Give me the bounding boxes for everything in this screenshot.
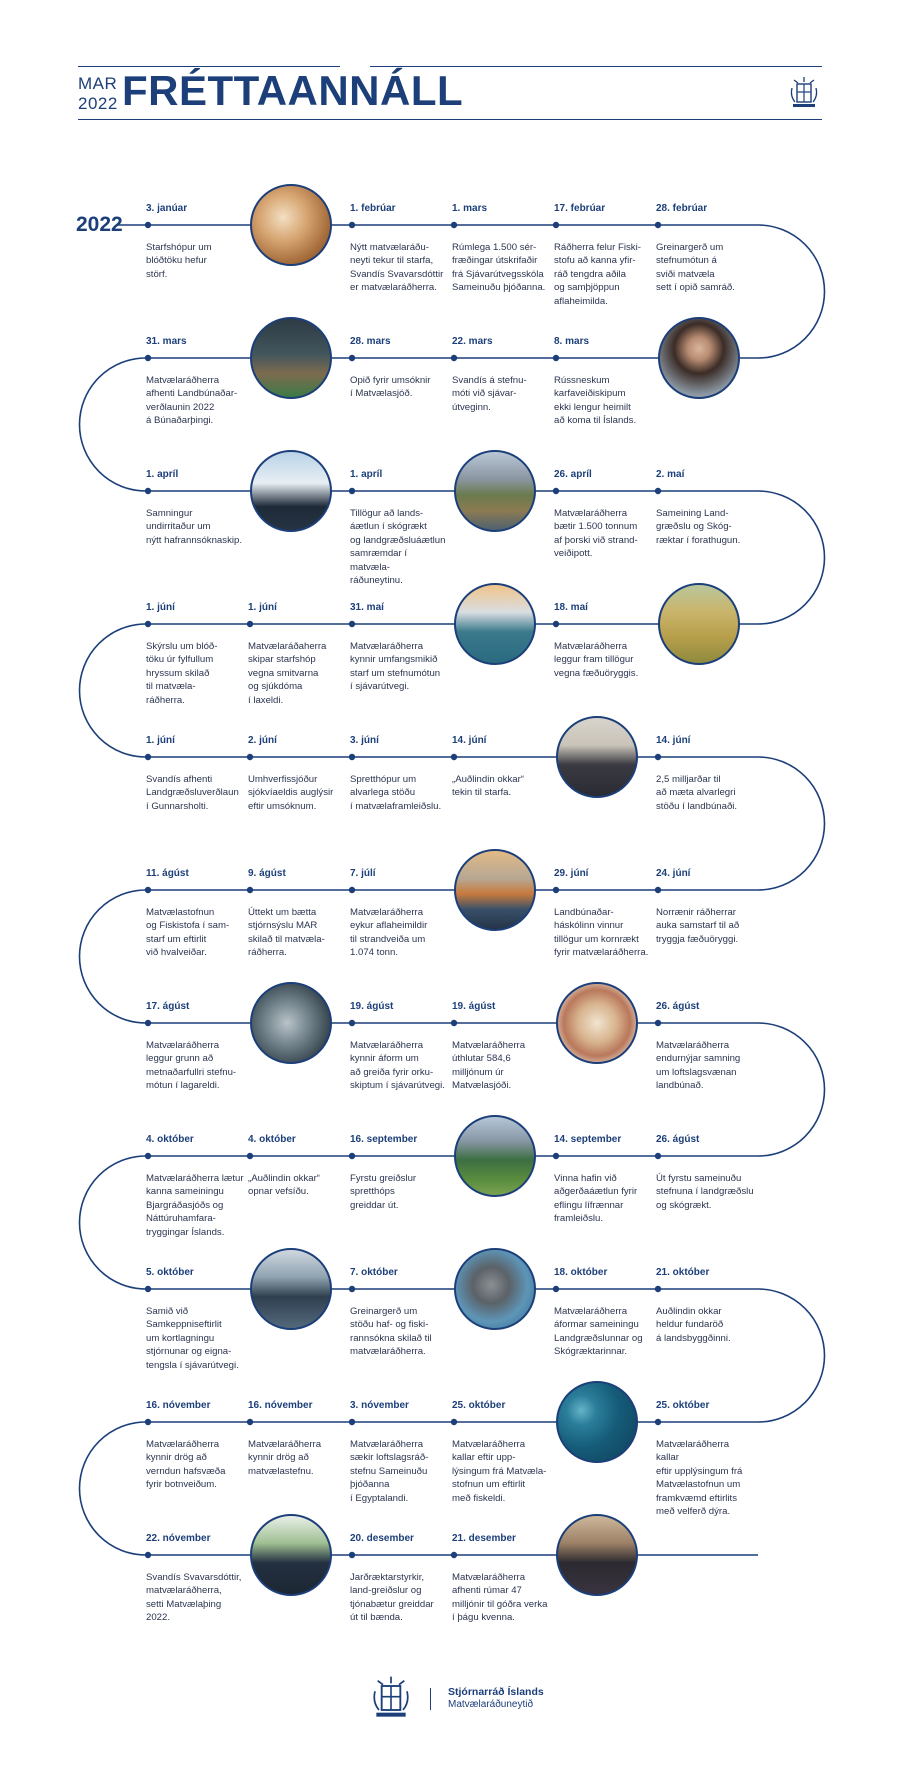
event-date: 22. nóvember: [146, 1533, 211, 1544]
event-text: Samið við Samkeppniseftirlit um kortlagningu stjórnunar og eigna- tengsla í sjávarútvegi.: [146, 1306, 239, 1371]
event-text: Matvælaráðherra kynnir drög að matvælastefnu.: [248, 1439, 322, 1477]
event-date: 2. maí: [656, 469, 685, 480]
photo-women-group: [556, 1514, 638, 1596]
event-text: Rússneskum karfaveiðiskipum ekki lengur heimilt að koma til Íslands.: [554, 375, 637, 427]
event-date: 14. júní: [656, 735, 691, 746]
event-text: Landbúnaðar- háskólinn vinnur tillögur um kornrækt fyrir matvælaráðherra.: [554, 907, 649, 959]
event-text: Matvælaráðherra áformar sameiningu Landgræðslunnar og Skógræktarinnar.: [554, 1306, 643, 1358]
event-text: Vinna hafin við aðgerðaáætlun fyrir eflingu lífrænnar framleiðslu.: [554, 1173, 638, 1225]
event-dot: [553, 355, 559, 361]
photo-speaker-stage: [250, 1514, 332, 1596]
event-date: 5. október: [146, 1267, 194, 1278]
event-text: Svandís á stefnu- móti við sjávar- útveginn.: [452, 375, 527, 413]
event-date: 26. apríl: [554, 469, 592, 480]
event-dot: [451, 222, 457, 228]
event-text: Matvælaráðherra eykur aflaheimildir til strandveiða um 1.074 tonn.: [350, 907, 428, 959]
event-date: 31. mars: [146, 336, 187, 347]
event-dot: [349, 222, 355, 228]
event-text: Sameining Land- græðslu og Skóg- ræktar í forathugun.: [656, 508, 741, 546]
event-date: 1. júní: [248, 602, 277, 613]
timeline-year: 2022: [76, 213, 123, 236]
event-date: 26. ágúst: [656, 1001, 700, 1012]
photo-award-group: [250, 317, 332, 399]
event-date: 3. janúar: [146, 203, 188, 214]
photo-ship-signing: [250, 450, 332, 532]
event-date: 1. febrúar: [350, 203, 396, 214]
event-date: 3. nóvember: [350, 1400, 409, 1411]
photo-green-valley: [454, 1115, 536, 1197]
event-dot: [349, 1020, 355, 1026]
footer-coat-of-arms-icon: [371, 1675, 411, 1721]
event-text: Matvælaráðherra endurnýjar samning um loftslagsvænan landbúnað.: [656, 1040, 741, 1092]
event-dot: [145, 355, 151, 361]
header-month: MAR: [78, 74, 118, 93]
event-text: Jarðræktarstyrkir, land-greiðslur og tjónabætur greiddar út til bænda.: [350, 1572, 434, 1624]
event-date: 14. september: [554, 1134, 622, 1145]
event-text: 2,5 milljarðar til að mæta alvarlegri stöðu í landbúnaði.: [656, 774, 738, 812]
event-text: Matvælaráðherra kynnir umfangsmikið starf um stefnumótun í sjávarútvegi.: [350, 641, 441, 693]
event-date: 9. ágúst: [248, 868, 286, 879]
event-date: 11. ágúst: [146, 868, 189, 879]
event-date: 25. október: [656, 1400, 710, 1411]
event-dot: [145, 488, 151, 494]
event-text: Svandís afhenti Landgræðsluverðlaun í Gunnarsholti.: [146, 774, 239, 812]
event-dot: [349, 621, 355, 627]
event-text: Matvælaráðherra bætir 1.500 tonnum af þorski við strand- veiðipott.: [554, 508, 638, 560]
event-date: 17. febrúar: [554, 203, 606, 214]
event-dot: [247, 754, 253, 760]
event-date: 7. júlí: [350, 868, 376, 879]
event-date: 26. ágúst: [656, 1134, 700, 1145]
event-text: Tillögur að lands- áætlun í skógrækt og landgræðsluáætlun samræmdar í matvæla- ráðuneytinu.: [350, 508, 446, 587]
event-date: 1. júní: [146, 602, 175, 613]
event-date: 19. ágúst: [452, 1001, 496, 1012]
event-text: Greinargerð um stefnumótun á sviði matvæla sett í opið samráð.: [656, 242, 735, 294]
event-dot: [349, 1552, 355, 1558]
event-date: 1. apríl: [350, 469, 383, 480]
event-dot: [145, 1552, 151, 1558]
event-text: Umhverfissjóður sjókvíaeldis auglýsir eftir umsóknum.: [248, 774, 334, 812]
event-dot: [349, 488, 355, 494]
event-dot: [655, 1286, 661, 1292]
photo-petri-dishes: [556, 1381, 638, 1463]
photo-horse-mane: [250, 184, 332, 266]
header-year: 2022: [78, 94, 118, 113]
event-text: Skýrslu um blóð- töku úr fylfullum hryssum skilað til matvæla- ráðherra.: [146, 641, 218, 706]
event-dot: [247, 621, 253, 627]
event-dot: [145, 1020, 151, 1026]
event-text: Norrænir ráðherrar auka samstarf til að tryggja fæðuöryggi.: [656, 907, 740, 945]
event-date: 16. nóvember: [146, 1400, 211, 1411]
event-dot: [145, 222, 151, 228]
event-dot: [349, 754, 355, 760]
event-dot: [349, 1419, 355, 1425]
photo-wetland: [454, 450, 536, 532]
event-text: Starfshópur um blóðtöku hefur störf.: [146, 242, 212, 280]
event-dot: [553, 621, 559, 627]
footer-divider: [430, 1688, 431, 1710]
event-date: 18. maí: [554, 602, 588, 613]
event-date: 3. júní: [350, 735, 379, 746]
event-dot: [553, 488, 559, 494]
event-text: Samningur undirritaður um nýtt hafrannsóknaskip.: [146, 508, 242, 546]
event-date: 31. maí: [350, 602, 384, 613]
event-dot: [349, 1286, 355, 1292]
event-text: Matvælaráðherra lætur kanna sameiningu Bjargráðasjóðs og Náttúruhamfara- tryggingar Íslands.: [146, 1173, 244, 1238]
event-date: 28. mars: [350, 336, 391, 347]
event-text: Matvælaráðherra úthlutar 584,6 milljónum úr Matvælasjóði.: [452, 1040, 526, 1092]
event-dot: [553, 887, 559, 893]
event-text: Matvælaráðherra afhenti Landbúnaðar- verðlaunin 2022 á Búnaðarþingi.: [146, 375, 238, 427]
event-date: 8. mars: [554, 336, 590, 347]
photo-fish-underwater: [250, 982, 332, 1064]
event-text: Matvælastofnun og Fiskistofa í sam- starf um eftirlit við hvalveiðar.: [146, 907, 230, 959]
event-date: 20. desember: [350, 1533, 414, 1544]
event-text: „Auðlindin okkar“ tekin til starfa.: [452, 774, 524, 799]
event-dot: [349, 355, 355, 361]
event-dot: [655, 1419, 661, 1425]
event-date: 1. mars: [452, 203, 488, 214]
event-date: 16. nóvember: [248, 1400, 313, 1411]
event-dot: [247, 1153, 253, 1159]
photo-harbour-boats: [454, 849, 536, 931]
photo-island-sea: [454, 583, 536, 665]
event-text: Út fyrstu sameinuðu stefnuna í landgræðslu og skógrækt.: [656, 1173, 754, 1211]
event-text: Matvælaráðherra kallar eftir upplýsingum frá Matvælastofnun um framkvæmd eftirlits með velferð dýra.: [656, 1439, 743, 1518]
event-text: Matvælaráðherra kynnir áform um að greiða fyrir orku- skiptum í sjávarútvegi.: [350, 1040, 445, 1092]
event-dot: [145, 621, 151, 627]
event-date: 21. október: [656, 1267, 710, 1278]
event-text: Matvælaráðherra leggur fram tillögur vegna fæðuöryggis.: [554, 641, 639, 679]
photo-grain-field: [658, 583, 740, 665]
event-date: 17. ágúst: [146, 1001, 190, 1012]
event-dot: [553, 1153, 559, 1159]
event-text: Matvælaráðherra sækir loftslagsráð- stefnu Sameinuðu þjóðanna í Egyptalandi.: [350, 1439, 429, 1504]
event-dot: [451, 1552, 457, 1558]
event-date: 4. október: [146, 1134, 194, 1145]
event-dot: [145, 754, 151, 760]
footer-ministry-name: Matvælaráðuneytið: [448, 1699, 534, 1710]
event-text: Ráðherra felur Fiski- stofu að kanna yfir- ráð tengdra aðila og samþjöppun aflaheimilda.: [554, 242, 641, 307]
event-dot: [655, 488, 661, 494]
event-date: 1. apríl: [146, 469, 179, 480]
event-date: 21. desember: [452, 1533, 516, 1544]
event-date: 18. október: [554, 1267, 608, 1278]
event-dot: [451, 355, 457, 361]
photo-food-table: [556, 982, 638, 1064]
event-dot: [655, 1153, 661, 1159]
event-text: „Auðlindin okkar“ opnar vefsíðu.: [248, 1173, 320, 1198]
event-dot: [145, 1286, 151, 1292]
event-text: Auðlindin okkar heldur fundaröð á landsbyggðinni.: [656, 1306, 731, 1344]
event-dot: [553, 222, 559, 228]
event-date: 22. mars: [452, 336, 493, 347]
event-date: 2. júní: [248, 735, 277, 746]
event-date: 29. júní: [554, 868, 589, 879]
event-dot: [145, 1153, 151, 1159]
event-dot: [655, 222, 661, 228]
photo-seal: [454, 1248, 536, 1330]
event-text: Matvælaráðherra kynnir drög að verndun hafsvæða fyrir botnveiðum.: [146, 1439, 226, 1491]
event-text: Opið fyrir umsóknir í Matvælasjóð.: [350, 375, 431, 400]
photo-group-photo: [556, 716, 638, 798]
event-date: 4. október: [248, 1134, 296, 1145]
event-dot: [349, 1153, 355, 1159]
event-date: 14. júní: [452, 735, 487, 746]
event-date: 19. ágúst: [350, 1001, 394, 1012]
event-date: 28. febrúar: [656, 203, 708, 214]
event-dot: [247, 887, 253, 893]
event-text: Rúmlega 1.500 sér- fræðingar útskrifaðir frá Sjávarútvegsskóla Sameinuðu þjóðanna.: [452, 242, 546, 294]
event-dot: [247, 1419, 253, 1425]
footer-org-name: Stjórnarráð Íslands: [448, 1686, 544, 1698]
event-date: 25. október: [452, 1400, 506, 1411]
event-text: Svandís Svavarsdóttir, matvælaráðherra, setti Matvælaþing 2022.: [146, 1572, 242, 1624]
event-dot: [451, 1419, 457, 1425]
event-text: Matvælaráðherra afhenti rúmar 47 milljónir til góðra verka í þágu kvenna.: [452, 1572, 548, 1624]
photo-fishing-boat: [250, 1248, 332, 1330]
event-dot: [655, 754, 661, 760]
event-dot: [145, 887, 151, 893]
event-date: 16. september: [350, 1134, 418, 1145]
event-dot: [349, 887, 355, 893]
event-text: Nýtt matvælaráðu- neyti tekur til starfa, Svandís Svavarsdóttir er matvælaráðherra.: [350, 242, 444, 294]
event-date: 7. október: [350, 1267, 398, 1278]
event-text: Fyrstu greiðslur spretthóps greiddar út.: [350, 1173, 417, 1211]
event-dot: [451, 1020, 457, 1026]
event-dot: [655, 887, 661, 893]
event-dot: [553, 1286, 559, 1292]
event-text: Matvælaráðherra kallar eftir upp- lýsingum frá Matvæla- stofnun um eftirlit með fiskeldi.: [452, 1439, 547, 1504]
event-text: Matvælaráðaherra skipar starfshóp vegna smitvarna og sjúkdóma í laxeldi.: [248, 641, 327, 706]
event-text: Greinargerð um stöðu haf- og fiski- rannsókna skilað til matvælaráðherra.: [350, 1306, 432, 1358]
event-text: Úttekt um bætta stjórnsýslu MAR skilað til matvæla- ráðherra.: [248, 907, 325, 959]
event-dot: [145, 1419, 151, 1425]
event-dot: [655, 1020, 661, 1026]
event-date: 1. júní: [146, 735, 175, 746]
page-title: FRÉTTAANNÁLL: [122, 67, 464, 114]
event-date: 24. júní: [656, 868, 691, 879]
event-dot: [451, 754, 457, 760]
photo-minister-portrait: [658, 317, 740, 399]
event-text: Matvælaráðherra leggur grunn að metnaðarfullri stefnu- mótun í lagareldi.: [146, 1040, 237, 1092]
event-text: Spretthópur um alvarlega stöðu í matvælaframleiðslu.: [350, 774, 442, 812]
